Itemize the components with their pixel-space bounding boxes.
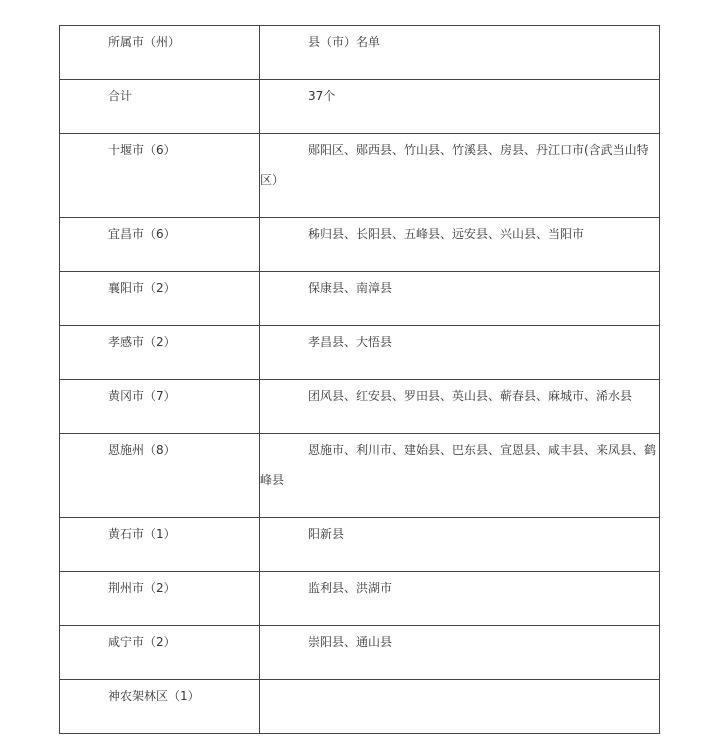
counties-cell	[260, 626, 660, 680]
table-row	[60, 134, 660, 218]
counties-cell	[260, 380, 660, 434]
header-region-label: 所属市（州）	[108, 35, 181, 49]
region-name: 黄石市（1）	[108, 527, 176, 541]
table-row	[60, 626, 660, 680]
region-name: 神农架林区（1）	[108, 689, 200, 703]
counties-cell	[260, 218, 660, 272]
region-cell	[60, 326, 260, 380]
region-name: 十堰市（6）	[108, 143, 176, 157]
table-header-row	[60, 26, 660, 80]
region-name: 咸宁市（2）	[108, 635, 176, 649]
region-name: 黄冈市（7）	[108, 389, 176, 403]
region-name: 荆州市（2）	[108, 581, 176, 595]
region-cell	[60, 80, 260, 134]
county-list: 阳新县	[308, 527, 345, 541]
counties-cell	[260, 326, 660, 380]
region-cell	[60, 572, 260, 626]
county-list: 监利县、洪湖市	[308, 581, 393, 595]
counties-cell	[260, 518, 660, 572]
region-name: 宜昌市（6）	[108, 227, 176, 241]
header-counties-cell	[260, 26, 660, 80]
table-row	[60, 218, 660, 272]
county-list-table	[59, 25, 660, 734]
table-row	[60, 326, 660, 380]
county-list: 团风县、红安县、罗田县、英山县、蕲春县、麻城市、浠水县	[308, 389, 633, 403]
counties-cell	[260, 272, 660, 326]
counties-cell	[260, 680, 660, 734]
region-name: 襄阳市（2）	[108, 281, 176, 295]
county-list: 崇阳县、通山县	[308, 635, 393, 649]
table-row	[60, 572, 660, 626]
region-cell	[60, 518, 260, 572]
region-cell	[60, 134, 260, 218]
county-list	[260, 680, 659, 681]
counties-cell	[260, 80, 660, 134]
region-cell	[60, 380, 260, 434]
county-list: 孝昌县、大悟县	[308, 335, 393, 349]
table-row	[60, 380, 660, 434]
region-name: 孝感市（2）	[108, 335, 176, 349]
table-row	[60, 434, 660, 518]
counties-cell	[260, 434, 660, 518]
region-cell	[60, 272, 260, 326]
region-cell	[60, 218, 260, 272]
counties-cell	[260, 572, 660, 626]
header-region-cell	[60, 26, 260, 80]
region-cell	[60, 680, 260, 734]
header-counties-label: 县（市）名单	[308, 35, 381, 49]
counties-cell	[260, 134, 660, 218]
county-list: 秭归县、长阳县、五峰县、远安县、兴山县、当阳市	[308, 227, 585, 241]
table-row	[60, 680, 660, 734]
region-name: 合计	[108, 89, 133, 103]
county-list: 恩施市、利川市、建始县、巴东县、宣恩县、咸丰县、来凤县、鹤峰县	[260, 443, 657, 487]
region-cell	[60, 626, 260, 680]
county-list: 郧阳区、郧西县、竹山县、竹溪县、房县、丹江口市(含武当山特区）	[260, 143, 649, 187]
table-row	[60, 518, 660, 572]
region-cell	[60, 434, 260, 518]
region-name: 恩施州（8）	[108, 443, 176, 457]
table-row	[60, 80, 660, 134]
county-list: 37个	[308, 89, 336, 103]
county-list: 保康县、南漳县	[308, 281, 393, 295]
table-row	[60, 272, 660, 326]
